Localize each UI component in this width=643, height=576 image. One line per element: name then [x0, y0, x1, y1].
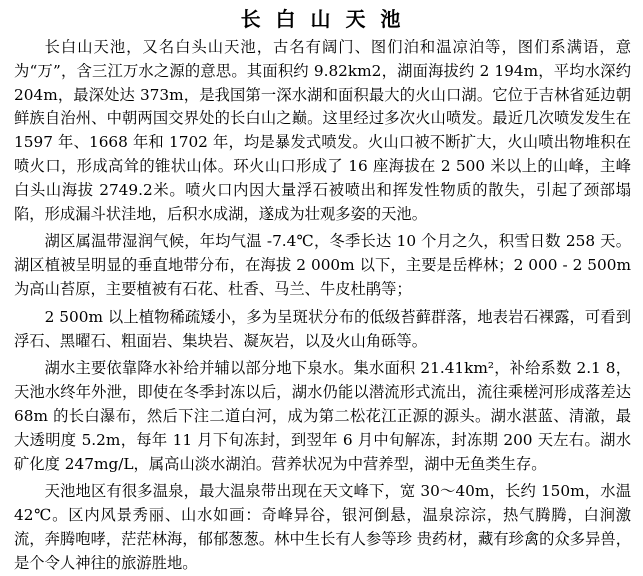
page-title: 长 白 山 天 池: [240, 7, 405, 31]
paragraph-hot-springs-scenery: 天池地区有很多温泉，最大温泉带出现在天文峰下，宽 30～40m，长约 150m，水温 42℃。区内风景秀丽、山水如画：奇峰异谷，银河倒悬，温泉淙淙，热气腾腾，白涧激流，奔腾咆哮，茫茫林海，郁郁葱葱。林中生长有人参等珍 贵药材，藏有珍禽的众多异兽，是个令人神往的旅游胜地。: [14, 482, 631, 572]
paragraph-high-altitude-plants: 2 500m 以上植物稀疏矮小，多为呈斑状分布的低级苔藓群落，地表岩石裸露，可看到浮石、黑曜石、粗面岩、集块岩、凝灰岩，以及火山角砾等。: [14, 307, 631, 350]
paragraph-hydrology: 湖水主要依靠降水补给并辅以部分地下泉水。集水面积 21.41km²，补给系数 2.1 8，天池水终年外泄，即使在冬季封冻以后，湖水仍能以潜流形式流出，流往乘槎河形成落差达 68m 的长白瀑布，然后下注二道白河，成为第二松花江正源的源头。湖水湛蓝、清澈，最大透明度 5.2m，每年 11 月下旬冻封，到翌年 6 月中旬解冻，封冻期 200 天左右。湖水矿化度 247mg/L，属高山淡水湖泊。营养状况为中营养型，湖中无鱼类生存。: [14, 359, 631, 473]
paragraph-climate-vegetation: 湖区属温带湿润气候，年均气温 -7.4℃，冬季长达 10 个月之久，积雪日数 258 天。湖区植被呈明显的垂直地带分布，在海拔 2 000m 以下，主要是岳桦林；2 000 - 2 500m 为高山苔原，主要植被有石花、杜香、马兰、牛皮杜鹃等；: [14, 232, 631, 298]
paragraph-overview: 长白山天池，又名白头山天池，古名有阔门、图们泊和温凉泊等，图们系满语，意为“万”，含三江万水之源的意思。其面积约 9.82km2，湖面海拔约 2 194m，平均水深约 204m，最深处达 373m，是我国第一深水湖和面积最大的火山口湖。它位于吉林省延边朝鲜族自治州、中朝两国交界处的长白山之巅。这里经过多次火山喷发。最近几次喷发发生在 1597 年、1668 年和 1702 年，均是暴发式喷发。火山口被不断扩大，火山喷出物堆积在喷火口，形成高耸的锥状山体。环火山口形成了 16 座海拔在 2 500 米以上的山峰，主峰白头山海拔 2749.2米。喷火口内因大量浮石被喷出和挥发性物质的散失，引起了颈部塌陷，形成漏斗状洼地，后积水成湖，遂成为壮观多姿的天池。: [14, 38, 631, 223]
